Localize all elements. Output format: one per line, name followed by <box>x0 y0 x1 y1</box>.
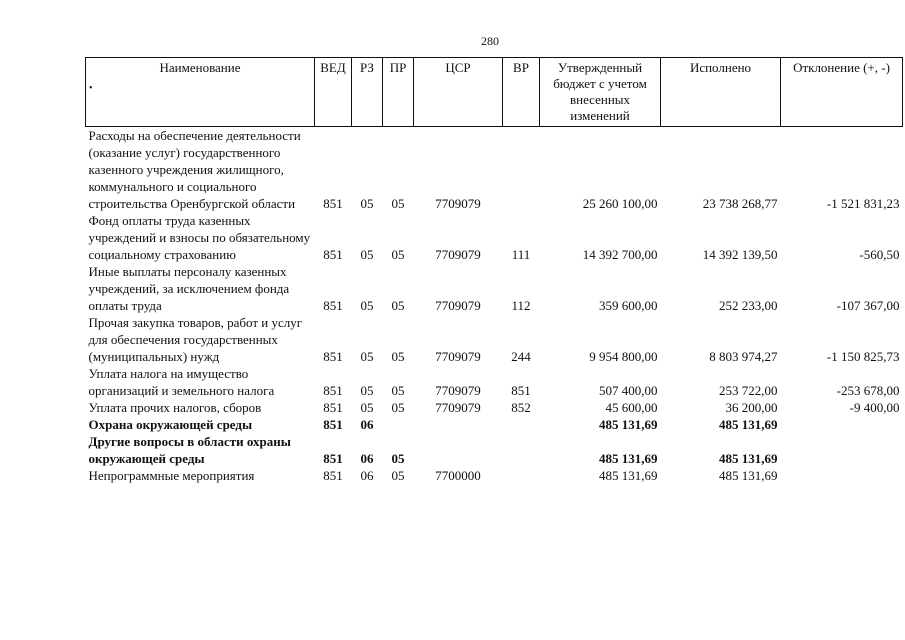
table-row-section <box>86 416 903 433</box>
row-pr: 05 <box>391 468 405 483</box>
header-executed: Исполнено <box>661 58 781 127</box>
row-deviation <box>781 467 903 484</box>
row-ved: 851 <box>323 383 343 398</box>
row-executed: 485 131,69 <box>719 451 778 466</box>
row-vr <box>503 127 540 213</box>
header-name <box>86 58 315 127</box>
header-plan: Утвержденный бюджет с учетом внесенных изменений <box>540 58 661 127</box>
row-rz: 05 <box>360 349 374 364</box>
row-csr: 7709079 <box>435 383 481 398</box>
header-deviation: Отклонение (+, -) <box>781 58 903 127</box>
row-ved: 851 <box>323 451 343 466</box>
row-csr: 7709079 <box>435 400 481 415</box>
row-rz: 05 <box>360 247 374 262</box>
page-number: 280 <box>481 34 499 48</box>
row-name: Фонд оплаты труда казенных учреждений и взносы по обязательному социальному страхованию <box>88 213 311 262</box>
row-name: Охрана окружающей среды <box>88 417 253 432</box>
row-executed: 8 803 974,27 <box>709 349 778 364</box>
table-row <box>86 212 903 263</box>
row-deviation: -9 400,00 <box>849 400 900 415</box>
row-rz: 06 <box>360 468 374 483</box>
row-pr <box>383 416 414 433</box>
row-rz: 06 <box>360 417 374 432</box>
row-vr: 244 <box>511 349 531 364</box>
row-vr <box>503 467 540 484</box>
header-row <box>86 58 903 127</box>
row-pr: 05 <box>391 196 405 211</box>
table-row <box>86 467 903 484</box>
row-plan: 485 131,69 <box>599 451 658 466</box>
table-row <box>86 365 903 399</box>
row-name: Уплата налога на имущество организаций и земельного налога <box>88 366 275 398</box>
row-rz: 05 <box>360 298 374 313</box>
row-name: Непрограммные мероприятия <box>88 468 255 483</box>
row-vr: 852 <box>511 400 531 415</box>
row-executed: 485 131,69 <box>719 468 778 483</box>
row-csr <box>414 416 503 433</box>
row-rz: 05 <box>360 400 374 415</box>
row-executed: 253 722,00 <box>719 383 778 398</box>
budget-table <box>85 57 903 484</box>
row-csr: 7709079 <box>435 247 481 262</box>
table-row <box>86 314 903 365</box>
row-pr: 05 <box>391 451 405 466</box>
header-ved: ВЕД <box>315 58 352 127</box>
row-deviation <box>781 433 903 467</box>
row-executed: 252 233,00 <box>719 298 778 313</box>
row-deviation: -560,50 <box>859 247 900 262</box>
row-deviation: -1 150 825,73 <box>826 349 900 364</box>
header-pr: ПР <box>383 58 414 127</box>
row-deviation: -253 678,00 <box>836 383 900 398</box>
row-plan: 45 600,00 <box>605 400 658 415</box>
row-deviation <box>781 416 903 433</box>
row-deviation: -107 367,00 <box>836 298 900 313</box>
row-deviation: -1 521 831,23 <box>826 196 900 211</box>
row-pr: 05 <box>391 383 405 398</box>
row-ved: 851 <box>323 247 343 262</box>
row-vr: 111 <box>511 247 531 262</box>
header-vr: ВР <box>503 58 540 127</box>
row-vr: 112 <box>511 298 531 313</box>
header-csr: ЦСР <box>414 58 503 127</box>
row-ved: 851 <box>323 349 343 364</box>
row-executed: 36 200,00 <box>725 400 778 415</box>
row-executed: 14 392 139,50 <box>702 247 778 262</box>
row-rz: 05 <box>360 383 374 398</box>
row-name: Иные выплаты персоналу казенных учреждений, за исключением фонда оплаты труда <box>88 264 290 313</box>
row-executed: 23 738 268,77 <box>702 196 778 211</box>
header-rz: РЗ <box>352 58 383 127</box>
row-plan: 485 131,69 <box>599 417 658 432</box>
row-executed: 485 131,69 <box>719 417 778 432</box>
table-header <box>86 58 903 127</box>
row-name: Прочая закупка товаров, работ и услуг для обеспечения государственных (муниципальных) нужд <box>88 315 303 364</box>
row-vr <box>503 433 540 467</box>
row-rz: 05 <box>360 196 374 211</box>
row-ved: 851 <box>323 196 343 211</box>
row-vr <box>503 416 540 433</box>
row-rz: 06 <box>360 451 374 466</box>
header-name-label: Наименование <box>159 60 241 75</box>
row-pr: 05 <box>391 298 405 313</box>
table-row-subsection <box>86 433 903 467</box>
row-ved: 851 <box>323 468 343 483</box>
row-name: Другие вопросы в области охраны окружающей среды <box>88 434 291 466</box>
row-vr: 851 <box>511 383 531 398</box>
row-ved: 851 <box>323 417 343 432</box>
row-pr: 05 <box>391 400 405 415</box>
table-body <box>86 127 903 485</box>
row-pr: 05 <box>391 247 405 262</box>
row-csr: 7709079 <box>435 298 481 313</box>
table-row <box>86 399 903 416</box>
header-marker: • <box>89 83 93 94</box>
table-row <box>86 127 903 213</box>
table-row <box>86 263 903 314</box>
row-csr: 7709079 <box>435 349 481 364</box>
row-plan: 9 954 800,00 <box>589 349 658 364</box>
row-ved: 851 <box>323 298 343 313</box>
row-csr: 7709079 <box>435 196 481 211</box>
row-name: Уплата прочих налогов, сборов <box>88 400 262 415</box>
row-plan: 359 600,00 <box>599 298 658 313</box>
row-pr: 05 <box>391 349 405 364</box>
row-name: Расходы на обеспечение деятельности (оказание услуг) государственного казенного учреждения жилищного, коммунального и социального строительства Оренбургской области <box>88 128 301 211</box>
row-csr <box>414 433 503 467</box>
row-ved: 851 <box>323 400 343 415</box>
row-plan: 485 131,69 <box>599 468 658 483</box>
row-plan: 507 400,00 <box>599 383 658 398</box>
row-plan: 25 260 100,00 <box>582 196 658 211</box>
row-csr: 7700000 <box>435 468 481 483</box>
row-plan: 14 392 700,00 <box>582 247 658 262</box>
